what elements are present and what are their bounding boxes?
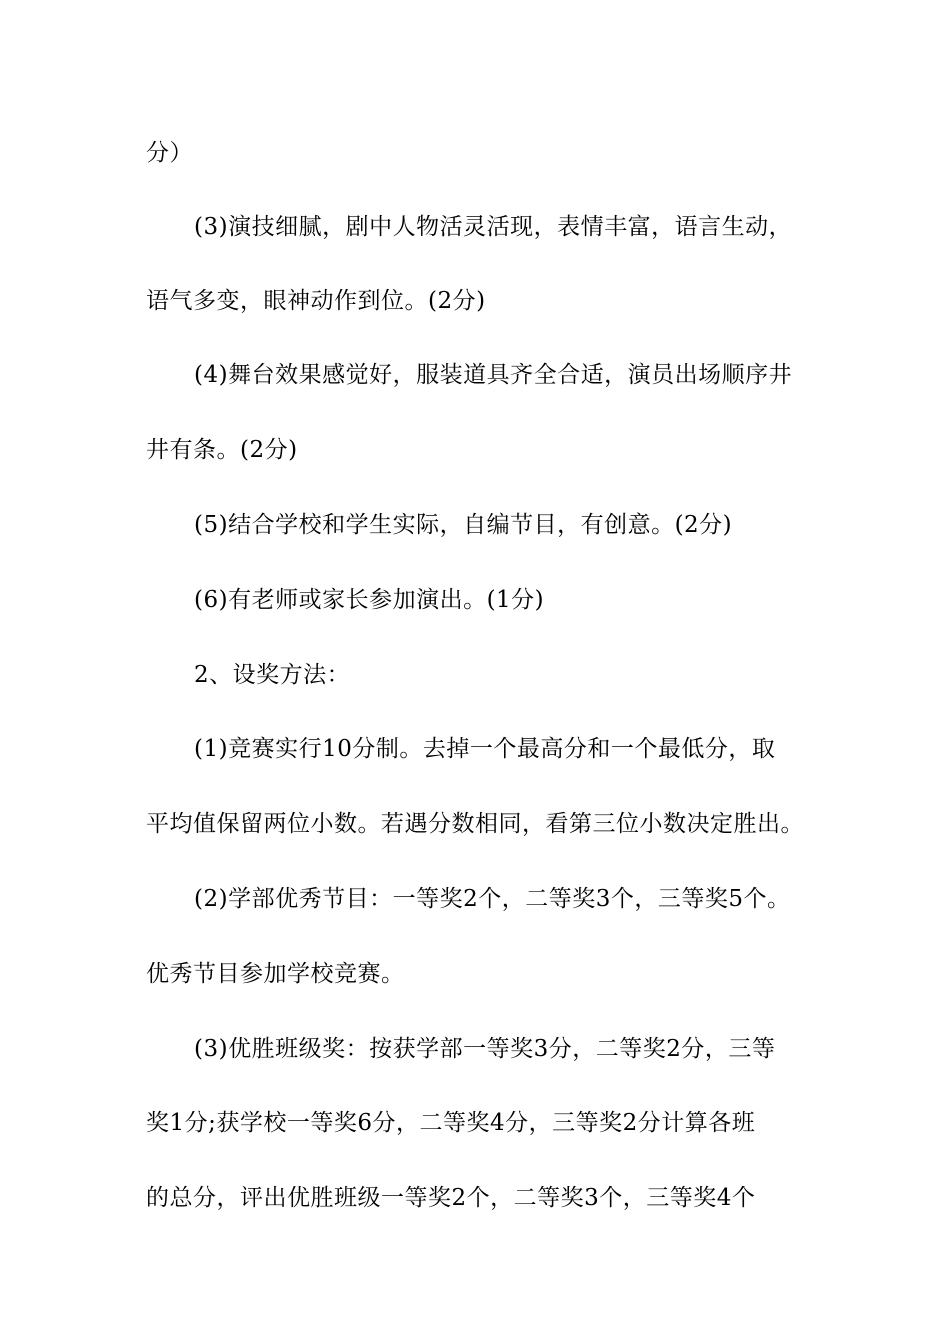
text-line: (3)优胜班级奖：按获学部一等奖3分，二等奖2分，三等	[194, 1036, 776, 1062]
text-line: 井有条。(2分)	[146, 437, 298, 463]
text-line: (3)演技细腻，剧中人物活灵活现，表情丰富，语言生动，	[194, 214, 793, 240]
text-line: 平均值保留两位小数。若遇分数相同，看第三位小数决定胜出。	[146, 811, 804, 837]
text-line: 的总分，评出优胜班级一等奖2个，二等奖3个，三等奖4个	[146, 1185, 756, 1211]
text-line: (6)有老师或家长参加演出。(1分)	[194, 587, 545, 613]
text-line: (2)学部优秀节目：一等奖2个，二等奖3个，三等奖5个。	[194, 886, 791, 912]
text-line: 分）	[146, 140, 193, 166]
section-heading: 2、设奖方法：	[194, 662, 351, 688]
text-line: 优秀节目参加学校竞赛。	[146, 961, 405, 987]
text-line: (5)结合学校和学生实际，自编节目，有创意。(2分)	[194, 512, 733, 538]
text-line: 奖1分;获学校一等奖6分，二等奖4分，三等奖2分计算各班	[146, 1110, 756, 1136]
text-line: (4)舞台效果感觉好，服装道具齐全合适，演员出场顺序井	[194, 362, 793, 388]
text-line: 语气多变，眼神动作到位。(2分)	[146, 288, 486, 314]
text-line: (1)竞赛实行10分制。去掉一个最高分和一个最低分，取	[194, 736, 776, 762]
